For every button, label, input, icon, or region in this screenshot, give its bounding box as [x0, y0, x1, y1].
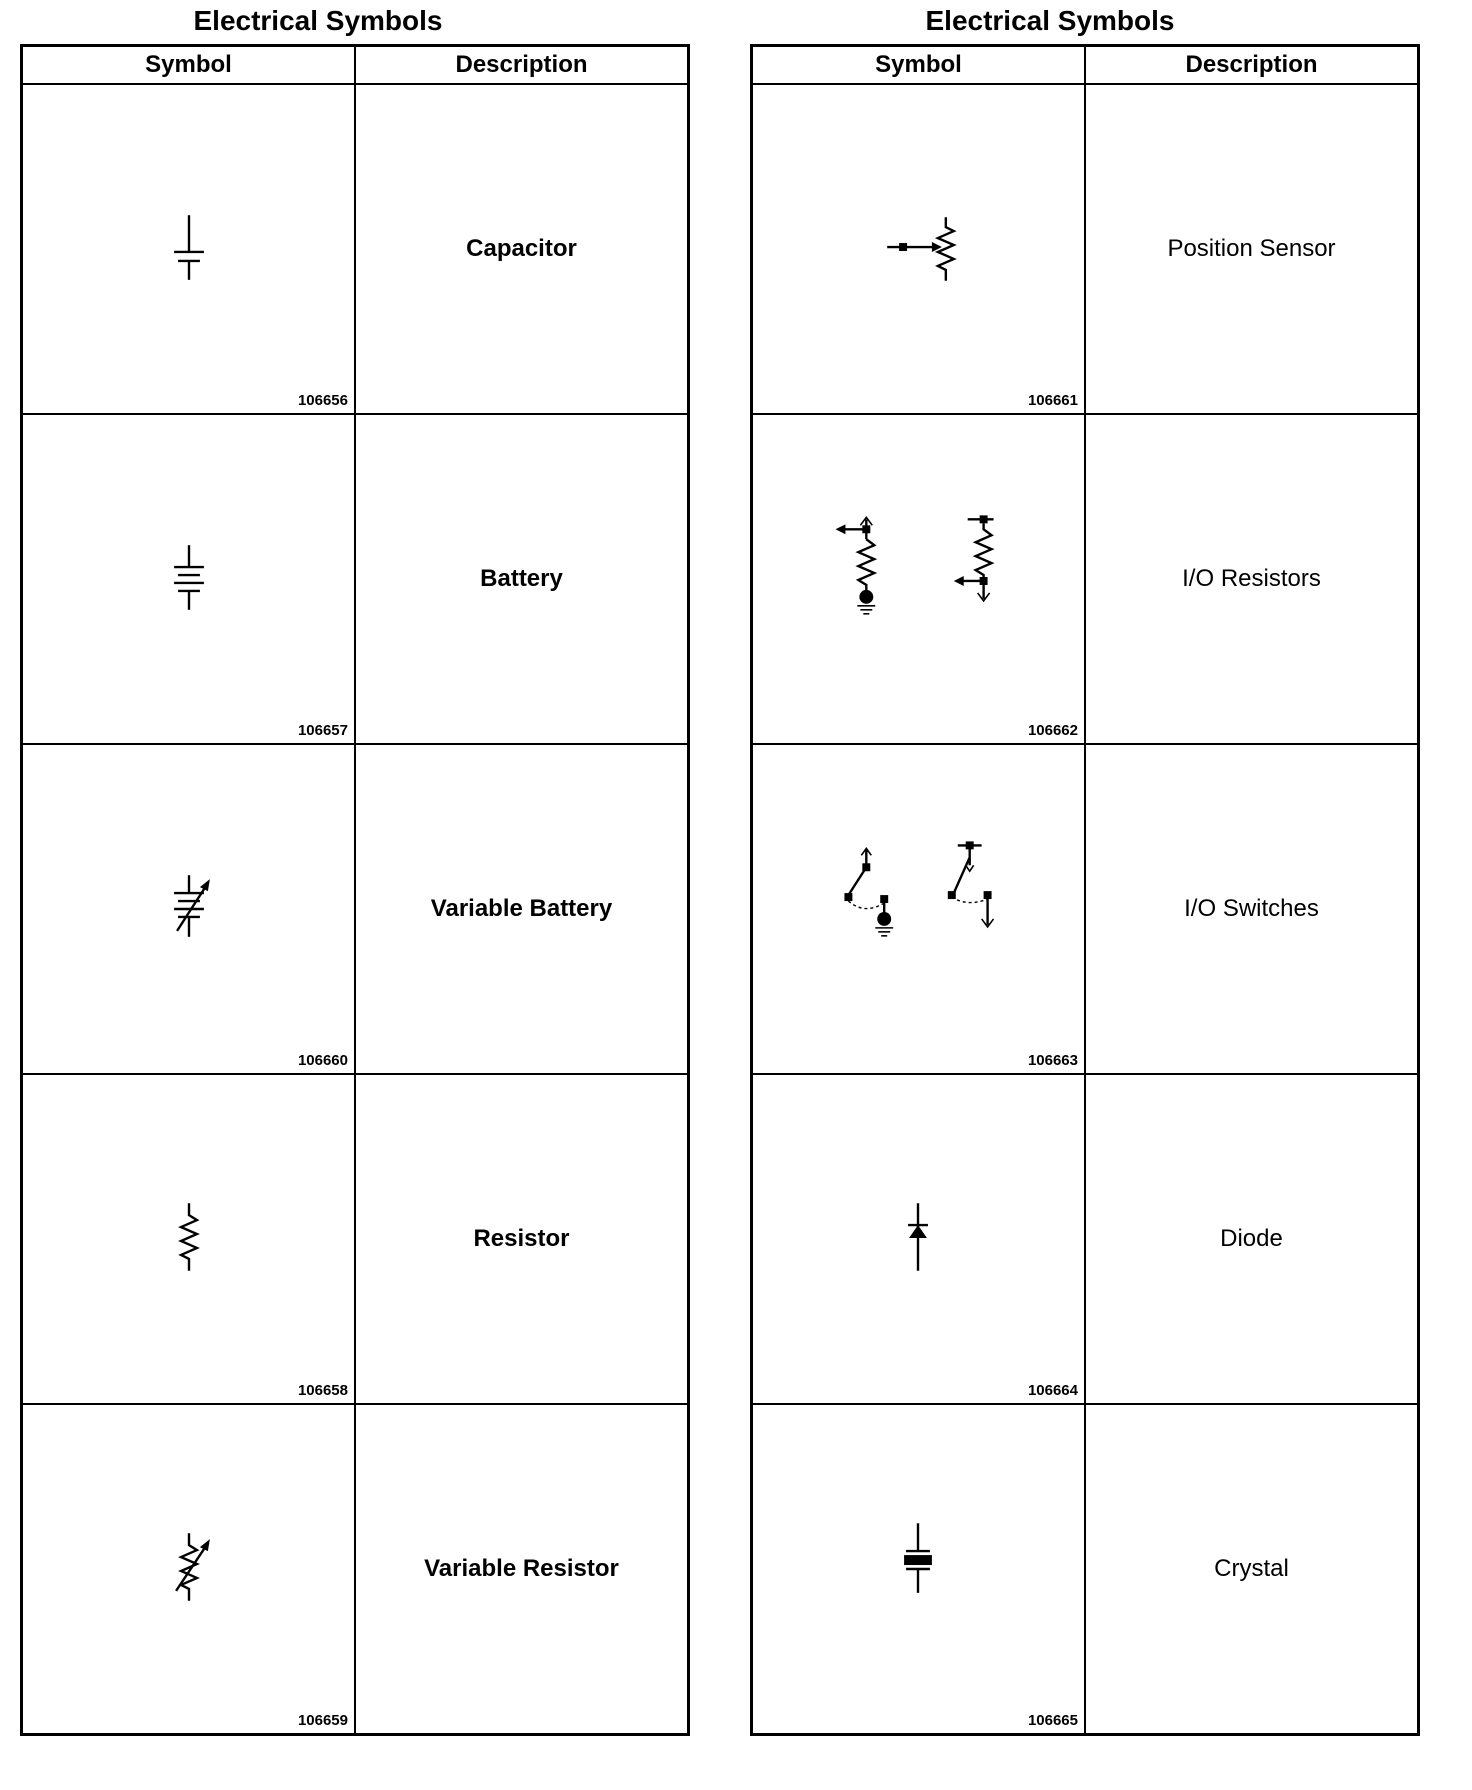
description-cell: Capacitor: [355, 84, 689, 414]
description-cell: Crystal: [1085, 1404, 1419, 1735]
description-cell: I/O Resistors: [1085, 414, 1419, 744]
symbol-cell: [22, 414, 356, 744]
left-page-title: Electrical Symbols: [193, 5, 443, 36]
table-row: [22, 744, 689, 1074]
description-cell: Diode: [1085, 1074, 1419, 1404]
variable-resistor-symbol-icon: [23, 1405, 354, 1733]
battery-symbol-icon: [23, 415, 354, 743]
table-row: [22, 84, 689, 414]
symbol-cell: [22, 84, 356, 414]
description-cell: Resistor: [355, 1074, 689, 1404]
symbol-column-header: Symbol: [22, 46, 356, 85]
symbol-cell: [752, 744, 1086, 1074]
description-cell: Variable Resistor: [355, 1404, 689, 1735]
description-column-header: Description: [355, 46, 689, 85]
table-row: [752, 744, 1419, 1074]
symbol-cell: [752, 1404, 1086, 1735]
table-row: [752, 1404, 1419, 1735]
left-symbols-table: [20, 44, 690, 1736]
symbol-cell: [752, 1074, 1086, 1404]
symbol-column-header: Symbol: [752, 46, 1086, 85]
table-row: [22, 414, 689, 744]
table-row: [752, 414, 1419, 744]
figure-id: 106660: [297, 1052, 348, 1069]
description-cell: Battery: [355, 414, 689, 744]
header-row: [752, 46, 1419, 85]
diode-symbol-icon: [753, 1075, 1084, 1403]
resistor-symbol-icon: [23, 1075, 354, 1403]
symbol-cell: [752, 84, 1086, 414]
description-column-header: Description: [1085, 46, 1419, 85]
table-row: [22, 1404, 689, 1735]
position-sensor-symbol-icon: [753, 85, 1084, 413]
right-page-title: Electrical Symbols: [925, 5, 1175, 36]
figure-id: 106657: [297, 722, 348, 739]
figure-id: 106656: [297, 392, 348, 409]
figure-id: 106658: [297, 1382, 348, 1399]
figure-id: 106664: [1027, 1382, 1078, 1399]
table-row: [752, 84, 1419, 414]
header-row: [22, 46, 689, 85]
description-cell: Variable Battery: [355, 744, 689, 1074]
io-resistors-symbol-icon: [753, 415, 1084, 743]
figure-id: 106665: [1027, 1712, 1078, 1729]
right-symbols-table: [750, 44, 1420, 1736]
symbol-cell: [22, 1074, 356, 1404]
table-row: [752, 1074, 1419, 1404]
figure-id: 106662: [1027, 722, 1078, 739]
description-cell: Position Sensor: [1085, 84, 1419, 414]
io-switches-symbol-icon: [753, 745, 1084, 1073]
figure-id: 106663: [1027, 1052, 1078, 1069]
description-cell: I/O Switches: [1085, 744, 1419, 1074]
figure-id: 106661: [1027, 392, 1078, 409]
crystal-symbol-icon: [753, 1405, 1084, 1733]
symbol-cell: [22, 744, 356, 1074]
capacitor-symbol-icon: [23, 85, 354, 413]
variable-battery-symbol-icon: [23, 745, 354, 1073]
symbol-cell: [752, 414, 1086, 744]
symbol-cell: [22, 1404, 356, 1735]
table-row: [22, 1074, 689, 1404]
figure-id: 106659: [297, 1712, 348, 1729]
